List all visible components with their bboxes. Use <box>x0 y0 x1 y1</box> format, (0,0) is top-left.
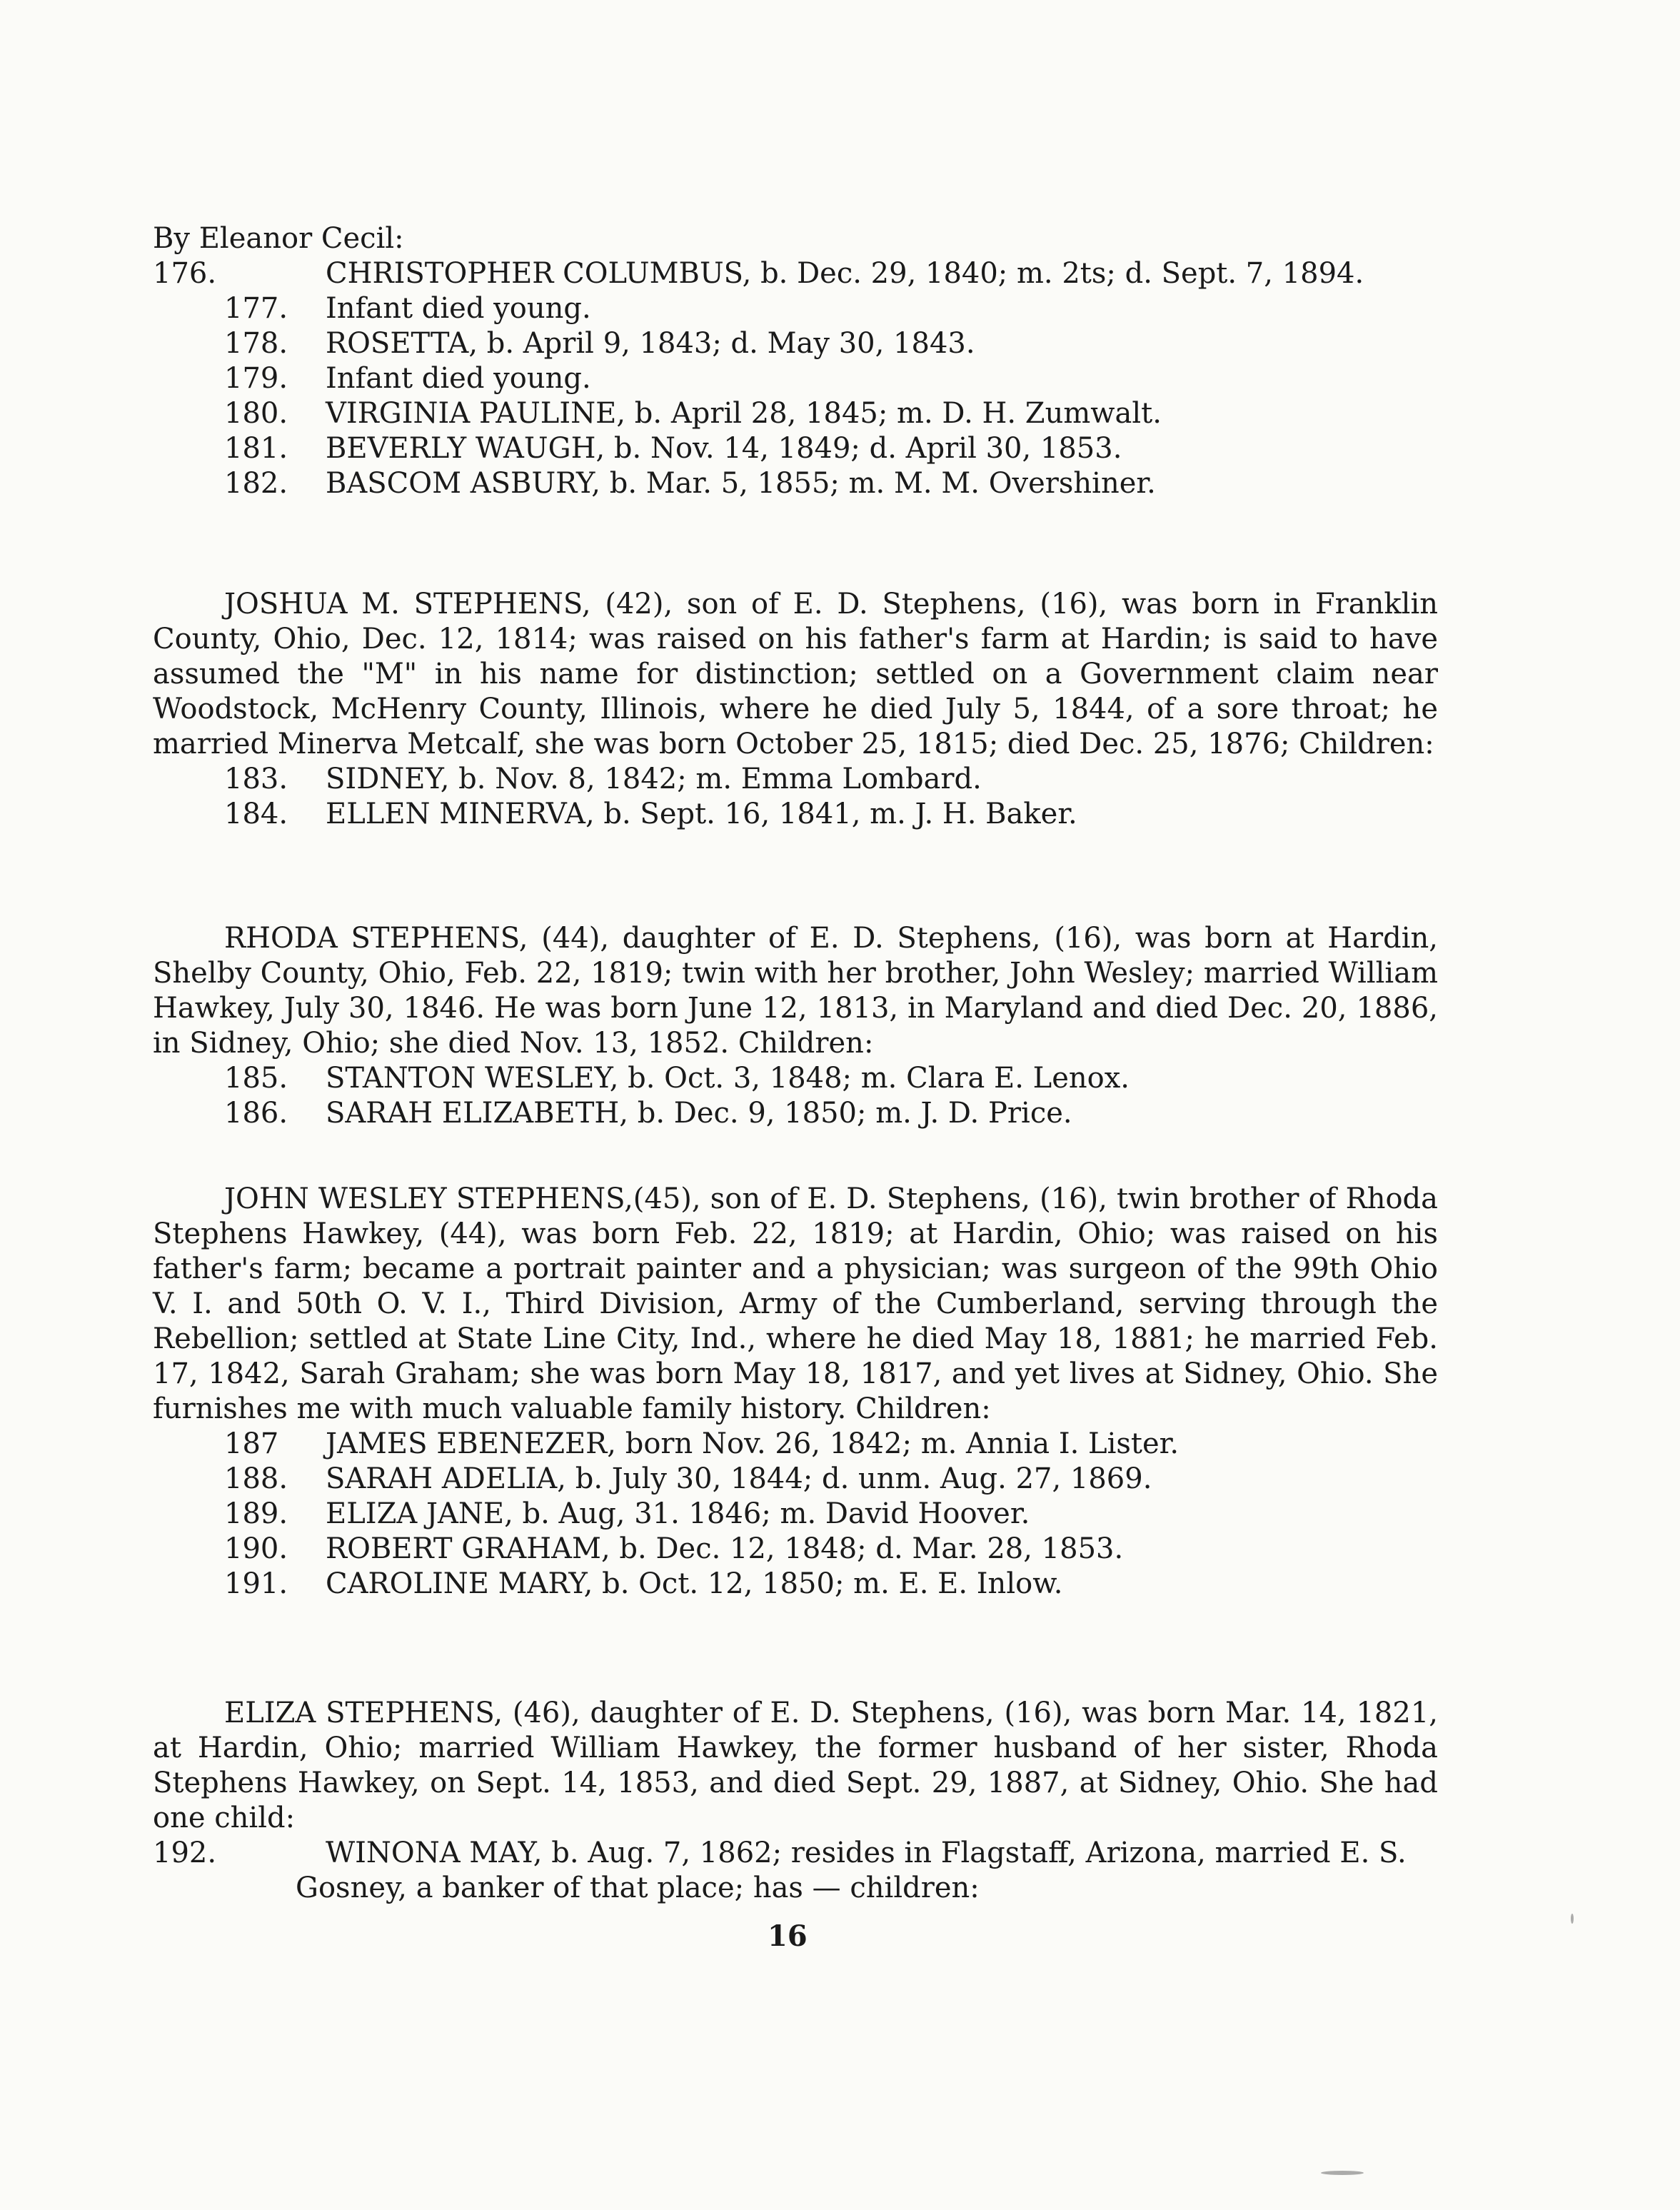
list-item <box>153 1462 1438 1497</box>
entry-number: 177. <box>224 292 288 325</box>
list-item <box>153 1061 1438 1096</box>
entry-number: 189. <box>224 1497 288 1530</box>
list-item <box>153 396 1438 431</box>
entry-text: ELLEN MINERVA, b. Sept. 16, 1841, m. J. H. Baker. <box>326 798 1077 830</box>
entry-text: SARAH ADELIA, b. July 30, 1844; d. unm. Aug. 27, 1869. <box>326 1462 1152 1495</box>
entry-number: 186. <box>224 1097 288 1130</box>
page-number: 16 <box>768 1919 808 1953</box>
list-item <box>153 1427 1438 1462</box>
entry-number: 185. <box>224 1062 288 1095</box>
list-item <box>153 326 1438 361</box>
entry-text: SARAH ELIZABETH, b. Dec. 9, 1850; m. J. D. Price. <box>326 1097 1072 1130</box>
entry-number: 182. <box>224 467 288 500</box>
entry-text: BEVERLY WAUGH, b. Nov. 14, 1849; d. April 30, 1853. <box>326 432 1122 465</box>
list-item <box>153 762 1438 797</box>
list-item <box>153 1096 1438 1131</box>
entry-number: 191. <box>224 1567 288 1600</box>
list-item <box>153 1497 1438 1532</box>
entry-number: 180. <box>224 397 288 430</box>
list-item <box>153 1836 1438 1906</box>
list-item <box>153 1532 1438 1567</box>
entry-number: 181. <box>224 432 288 465</box>
entry-text: WINONA MAY, b. Aug. 7, 1862; resides in Flagstaff, Arizona, married E. S. Gosney, a banker of that place; has — children: <box>296 1837 1407 1904</box>
section-eleanor-cecil <box>153 221 1438 501</box>
biography-paragraph: RHODA STEPHENS, (44), daughter of E. D. Stephens, (16), was born at Hardin, Shelby County, Ohio, Feb. 22, 1819; twin with her brother, John Wesley; married William Hawkey, July 30, 1846. He was born June 12, 1813, in Maryland and died Dec. 20, 1886, in Sidney, Ohio; she died Nov. 13, 1852. Children: <box>153 922 1438 1060</box>
entry-number: 187 <box>224 1427 279 1460</box>
entry-text: ROBERT GRAHAM, b. Dec. 12, 1848; d. Mar. 28, 1853. <box>326 1532 1124 1565</box>
list-item <box>153 256 1438 291</box>
entry-number: 178. <box>224 327 288 360</box>
biography-paragraph: JOHN WESLEY STEPHENS,(45), son of E. D. Stephens, (16), twin brother of Rhoda Stephens Hawkey, (44), was born Feb. 22, 1819; at Hardin, Ohio; was raised on his father's farm; became a portrait painter and a physician; was surgeon of the 99th Ohio V. I. and 50th O. V. I., Third Division, Army of the Cumberland, serving through the Rebellion; settled at State Line City, Ind., where he died May 18, 1881; he married Feb. 17, 1842, Sarah Graham; she was born May 18, 1817, and yet lives at Sidney, Ohio. She furnishes me with much valuable family history. Children: <box>153 1182 1438 1425</box>
scan-speck <box>1571 1914 1574 1924</box>
biography-paragraph: ELIZA STEPHENS, (46), daughter of E. D. Stephens, (16), was born Mar. 14, 1821, at Hardin, Ohio; married William Hawkey, the former husband of her sister, Rhoda Stephens Hawkey, on Sept. 14, 1853, and died Sept. 29, 1887, at Sidney, Ohio. She had one child: <box>153 1697 1438 1834</box>
section-rhoda-stephens <box>153 921 1438 1131</box>
section-eliza-stephens <box>153 1696 1438 1906</box>
list-item <box>153 361 1438 396</box>
list-item <box>153 466 1438 501</box>
entry-number: 190. <box>224 1532 288 1565</box>
entry-number: 188. <box>224 1462 288 1495</box>
entry-text: ROSETTA, b. April 9, 1843; d. May 30, 1843. <box>326 327 975 360</box>
entry-text: JAMES EBENEZER, born Nov. 26, 1842; m. Annia I. Lister. <box>326 1427 1179 1460</box>
list-item <box>153 1567 1438 1602</box>
entry-text: BASCOM ASBURY, b. Mar. 5, 1855; m. M. M. Overshiner. <box>326 467 1156 500</box>
entry-text: STANTON WESLEY, b. Oct. 3, 1848; m. Clara E. Lenox. <box>326 1062 1130 1095</box>
entry-text: VIRGINIA PAULINE, b. April 28, 1845; m. D. H. Zumwalt. <box>326 397 1162 430</box>
entry-number: 192. <box>153 1837 217 1869</box>
entry-text: SIDNEY, b. Nov. 8, 1842; m. Emma Lombard. <box>326 763 982 795</box>
entry-number: 183. <box>224 763 288 795</box>
entry-text: Infant died young. <box>326 362 591 395</box>
entry-number: 179. <box>224 362 288 395</box>
section-heading: By Eleanor Cecil: <box>153 222 404 255</box>
list-item <box>153 431 1438 466</box>
biography-paragraph: JOSHUA M. STEPHENS, (42), son of E. D. Stephens, (16), was born in Franklin County, Ohio, Dec. 12, 1814; was raised on his father's farm at Hardin; is said to have assumed the "M" in his name for distinction; settled on a Government claim near Woodstock, McHenry County, Illinois, where he died July 5, 1844, of a sore throat; he married Minerva Metcalf, she was born October 25, 1815; died Dec. 25, 1876; Children: <box>153 588 1438 760</box>
entry-text: CHRISTOPHER COLUMBUS, b. Dec. 29, 1840; m. 2ts; d. Sept. 7, 1894. <box>326 257 1364 290</box>
entry-number: 176. <box>153 257 217 290</box>
entry-text: Infant died young. <box>326 292 591 325</box>
section-john-wesley-stephens <box>153 1182 1438 1602</box>
section-joshua-stephens <box>153 587 1438 832</box>
entry-number: 184. <box>224 798 288 830</box>
scan-speck <box>1321 2171 1364 2175</box>
list-item <box>153 797 1438 832</box>
entry-text: ELIZA JANE, b. Aug, 31. 1846; m. David Hoover. <box>326 1497 1030 1530</box>
list-item <box>153 291 1438 326</box>
entry-text: CAROLINE MARY, b. Oct. 12, 1850; m. E. E. Inlow. <box>326 1567 1063 1600</box>
